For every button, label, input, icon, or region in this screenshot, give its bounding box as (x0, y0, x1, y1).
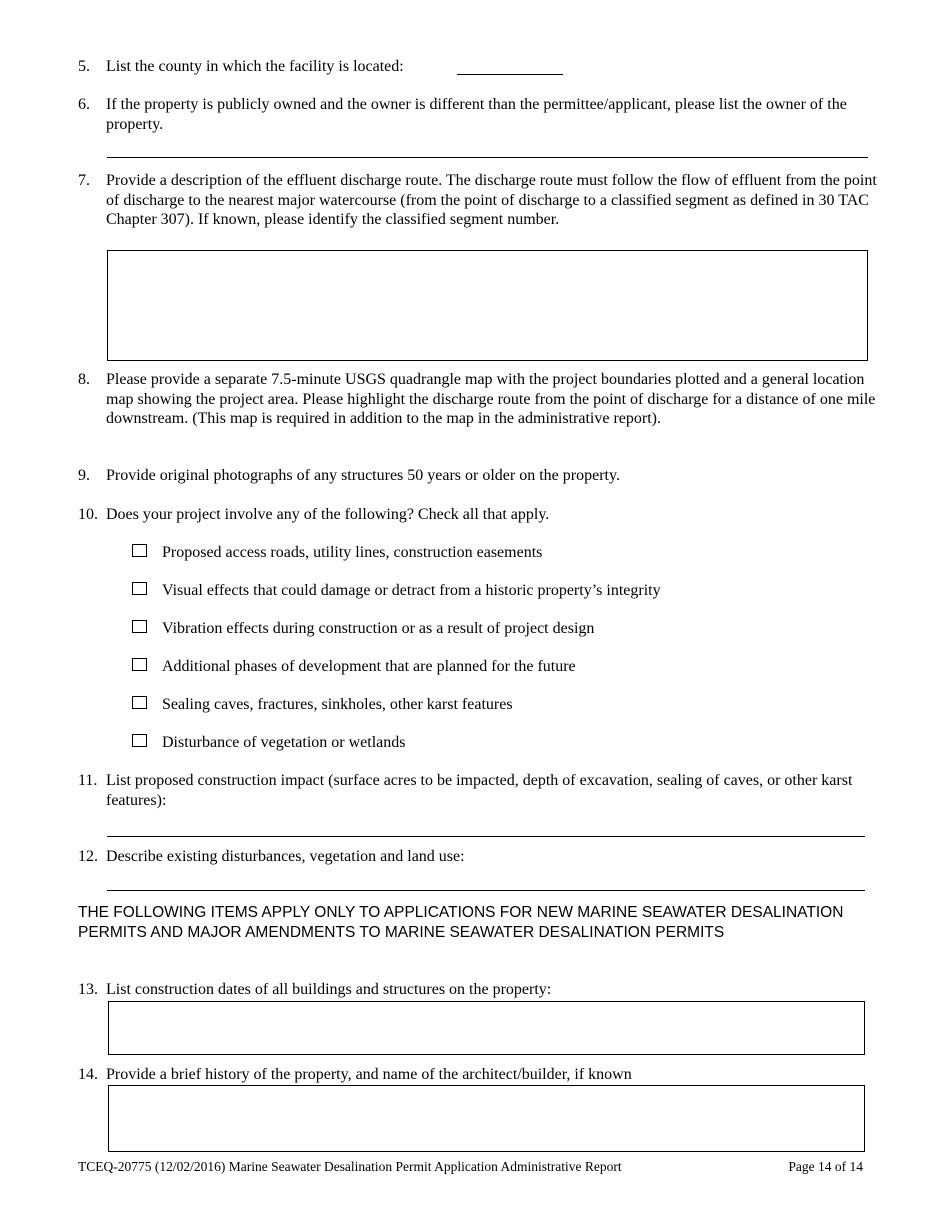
checkbox-label: Sealing caves, fractures, sinkholes, other karst features (162, 696, 513, 713)
item-8 (78, 370, 888, 429)
item-13 (78, 980, 888, 1000)
item-text: List proposed construction impact (surface acres to be impacted, depth of excavation, sealing of caves, or other karst features): (106, 772, 853, 809)
item-number: 5. (78, 58, 90, 75)
checkbox[interactable] (132, 734, 147, 747)
item-6 (78, 95, 888, 134)
item-9 (78, 466, 888, 486)
checkbox-label: Visual effects that could damage or detract from a historic property’s integrity (162, 582, 661, 599)
checkbox[interactable] (132, 544, 147, 557)
item-number: 6. (78, 96, 90, 113)
property-history-textbox[interactable] (108, 1085, 865, 1152)
checkbox-row-access-roads (132, 543, 832, 563)
item-14 (78, 1065, 888, 1085)
item-11 (78, 771, 888, 810)
item-number: 14. (78, 1066, 98, 1083)
checkbox[interactable] (132, 620, 147, 633)
item-text: Describe existing disturbances, vegetation and land use: (106, 848, 465, 865)
item-text: List construction dates of all buildings and structures on the property: (106, 981, 552, 998)
item-text: If the property is publicly owned and the owner is different than the permittee/applicant, please list the owner of the property. (106, 96, 847, 133)
item-text: Provide original photographs of any structures 50 years or older on the property. (106, 467, 620, 484)
item-number: 13. (78, 981, 98, 998)
checkbox-row-visual-effects (132, 581, 832, 601)
checkbox-label: Additional phases of development that are planned for the future (162, 658, 576, 675)
checkbox[interactable] (132, 582, 147, 595)
item-number: 9. (78, 467, 90, 484)
item-7 (78, 171, 888, 230)
discharge-route-textbox[interactable] (107, 250, 868, 361)
checkbox-row-additional-phases (132, 657, 832, 677)
disturbances-field[interactable] (107, 890, 865, 891)
checkbox-label: Vibration effects during construction or as a result of project design (162, 620, 595, 637)
checkbox[interactable] (132, 658, 147, 671)
item-10 (78, 505, 888, 525)
item-number: 8. (78, 371, 90, 388)
checkbox-row-vibration (132, 619, 832, 639)
item-number: 10. (78, 506, 98, 523)
item-number: 7. (78, 172, 90, 189)
construction-dates-textbox[interactable] (108, 1001, 865, 1055)
footer-form-id: TCEQ-20775 (12/02/2016) Marine Seawater Desalination Permit Application Administrative Report (78, 1159, 622, 1174)
item-text: List the county in which the facility is located: (106, 58, 404, 75)
checkbox-label: Disturbance of vegetation or wetlands (162, 734, 406, 751)
page-footer (78, 1157, 863, 1177)
owner-field[interactable] (107, 157, 868, 158)
checkbox[interactable] (132, 696, 147, 709)
item-text: Please provide a separate 7.5-minute USGS quadrangle map with the project boundaries plotted and a general location map showing the project area. Please highlight the discharge route from the point of discharge for a distance of one mile downstream. (This map is required in addition to the map in the administrative report). (106, 371, 876, 427)
item-number: 12. (78, 848, 98, 865)
section-heading: THE FOLLOWING ITEMS APPLY ONLY TO APPLICATIONS FOR NEW MARINE SEAWATER DESALINATION PERMITS AND MAJOR AMENDMENTS TO MARINE SEAWATER DESALINATION PERMITS (78, 904, 844, 941)
item-text: Provide a description of the effluent discharge route. The discharge route must follow the flow of effluent from the point of discharge to the nearest major watercourse (from the point of discharge to a classified segment as defined in 30 TAC Chapter 307). If known, please identify the classified segment number. (106, 172, 877, 228)
item-text: Provide a brief history of the property, and name of the architect/builder, if known (106, 1066, 632, 1083)
item-12 (78, 847, 888, 867)
page-number: Page 14 of 14 (788, 1159, 863, 1174)
construction-impact-field[interactable] (107, 836, 865, 837)
county-field[interactable] (457, 74, 563, 75)
item-number: 11. (78, 772, 98, 789)
checkbox-row-vegetation (132, 733, 832, 753)
checkbox-label: Proposed access roads, utility lines, construction easements (162, 544, 543, 561)
item-text: Does your project involve any of the following? Check all that apply. (106, 506, 550, 523)
checkbox-row-sealing-caves (132, 695, 832, 715)
